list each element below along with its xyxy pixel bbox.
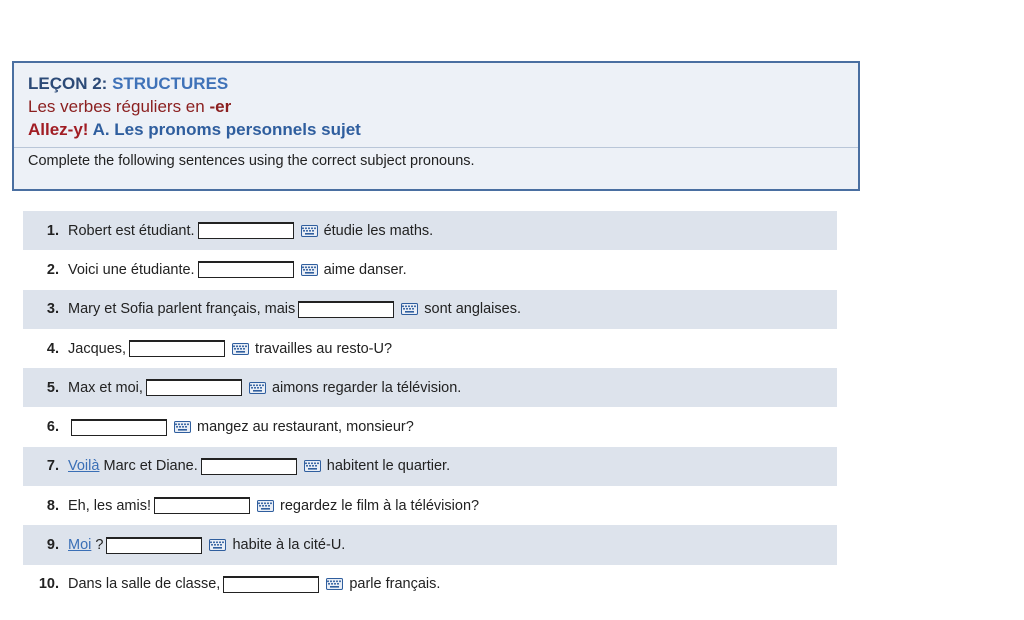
question-number: 2. [46,261,59,278]
sentence-start: Voici une étudiante. [68,261,195,278]
answer-input[interactable] [201,458,297,475]
question-number: 9. [46,537,59,554]
lesson-subtitle [28,97,231,117]
question-number: 10. [38,576,59,593]
keyboard-icon[interactable] [326,578,343,590]
sentence-end: étudie les maths. [323,222,434,239]
answer-input[interactable] [71,419,167,436]
sentence-start: ? [95,537,104,554]
question-row [23,250,837,289]
sentence-start: Robert est étudiant. [68,222,195,239]
activity-heading [28,120,361,140]
subtitle-text: Les verbes réguliers en [28,97,205,116]
keyboard-icon[interactable] [232,343,249,355]
sentence-start: Mary et Sofia parlent français, mais [68,301,296,318]
activity-prefix: Allez-y! [28,120,89,139]
keyboard-icon[interactable] [174,421,191,433]
sentence-end: mangez au restaurant, monsieur? [197,419,414,436]
keyboard-icon[interactable] [301,225,318,237]
question-row [23,447,837,486]
keyboard-icon[interactable] [301,264,318,276]
instructions-text: Complete the following sentences using the correct subject pronouns. [28,153,475,169]
sentence-end: aime danser. [323,261,407,278]
question-row [23,486,837,525]
answer-input[interactable] [198,261,294,278]
keyboard-icon[interactable] [304,460,321,472]
question-row [23,407,837,446]
sentence-end: parle français. [349,576,441,593]
sentence-end: aimons regarder la télévision. [271,379,462,396]
question-number: 8. [46,497,59,514]
lesson-heading [28,74,228,94]
sentence-start: Jacques, [68,340,127,357]
question-row [23,368,837,407]
activity-title: A. Les pronoms personnels sujet [92,120,361,139]
sentence-start: Max et moi, [68,379,143,396]
question-number: 5. [46,379,59,396]
question-number: 1. [46,222,59,239]
sentence-end: habite à la cité-U. [232,537,346,554]
sentence-end: travailles au resto-U? [255,340,393,357]
question-row [23,211,837,250]
sentence-start: Marc et Diane. [103,458,198,475]
header-divider [14,147,858,148]
vocab-link[interactable]: Moi [68,537,92,554]
subtitle-ending: -er [209,97,232,116]
activity-header [12,61,860,191]
answer-input[interactable] [198,222,294,239]
sentence-end: habitent le quartier. [326,458,451,475]
keyboard-icon[interactable] [257,500,274,512]
keyboard-icon[interactable] [209,539,226,551]
question-row [23,525,837,564]
answer-input[interactable] [106,537,202,554]
question-row [23,565,837,604]
keyboard-icon[interactable] [401,303,418,315]
question-row [23,329,837,368]
lesson-title: STRUCTURES [112,74,229,93]
answer-input[interactable] [154,497,250,514]
question-number: 4. [46,340,59,357]
sentence-end: regardez le film à la télévision? [280,497,480,514]
question-row [23,290,837,329]
answer-input[interactable] [129,340,225,357]
sentence-start: Dans la salle de classe, [68,576,221,593]
answer-input[interactable] [298,301,394,318]
question-number: 3. [46,301,59,318]
question-number: 7. [46,458,59,475]
question-number: 6. [46,419,59,436]
sentence-end: sont anglaises. [424,301,521,318]
sentence-start: Eh, les amis! [68,497,151,514]
answer-input[interactable] [223,576,319,593]
vocab-link[interactable]: Voilà [68,458,100,475]
keyboard-icon[interactable] [249,382,266,394]
lesson-label: LEÇON 2: [28,74,108,93]
question-list [23,211,837,604]
answer-input[interactable] [146,379,242,396]
